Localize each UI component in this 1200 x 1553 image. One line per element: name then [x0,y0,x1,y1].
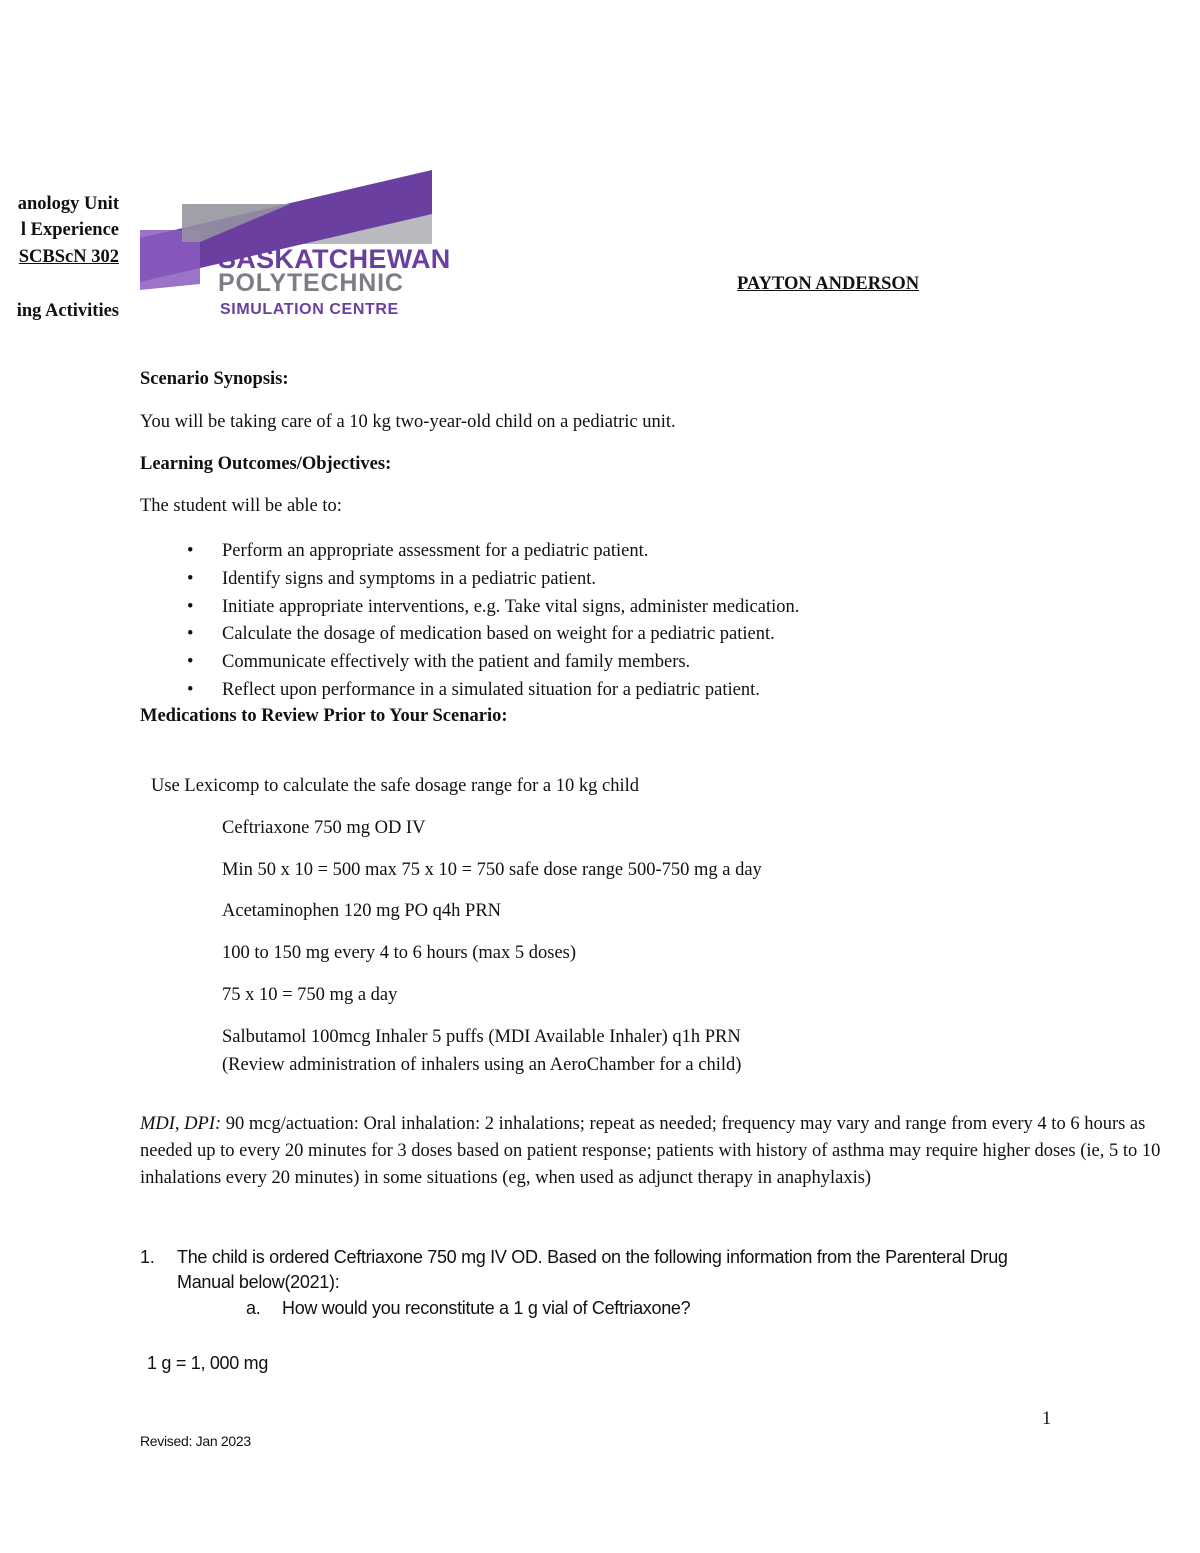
bullet-icon: • [187,541,194,561]
sub-question-text: How would you reconstitute a 1 g vial of Ceftriaxone? [282,1298,691,1318]
header-experience: l Experience [20,220,119,240]
medications-intro: Use Lexicomp to calculate the safe dosage range for a 10 kg child [151,776,640,796]
medication-line: Ceftriaxone 750 mg OD IV [222,818,426,838]
header-activities: ing Activities [16,301,119,321]
question-text-line2: Manual below(2021): [177,1272,340,1292]
medication-line: (Review administration of inhalers using an AeroChamber for a child) [222,1055,742,1075]
revised-date: Revised: Jan 2023 [140,1433,251,1449]
mdi-text: 90 mcg/actuation: Oral inhalation: 2 inhalations; repeat as needed; frequency may vary and range from every 4 to 6 hours as needed up to every 20 minutes for 3 doses based on patient response; patients with history of asthma may require higher doses (ie, 5 to 10 inhalations every 20 minutes) in some situations (eg, when used as adjunct therapy in anaphylaxis) [140,1114,1161,1188]
list-item: • Initiate appropriate interventions, e.g. Take vital signs, administer medication. [140,594,799,622]
question-text-line1: The child is ordered Ceftriaxone 750 mg IV OD. Based on the following information from the Parenteral Drug [177,1247,1008,1267]
objectives-heading: Learning Outcomes/Objectives: [140,454,392,474]
answer-text: 1 g = 1, 000 mg [147,1353,269,1373]
medication-line: Acetaminophen 120 mg PO q4h PRN [222,901,502,921]
medications-heading: Medications to Review Prior to Your Scenario: [140,706,508,726]
question-number: 1. [140,1247,155,1267]
synopsis-text: You will be taking care of a 10 kg two-year-old child on a pediatric unit. [140,412,676,432]
bullet-icon: • [187,624,194,645]
logo-name-line1: SASKATCHEWAN [218,244,451,274]
list-item: • Calculate the dosage of medication based on weight for a pediatric patient. [140,621,799,649]
list-item: • Perform an appropriate assessment for a pediatric patient. [140,538,799,566]
bullet-icon: • [187,568,194,589]
logo-name-line2: POLYTECHNIC [218,269,404,297]
list-item: • Identify signs and symptoms in a pediatric patient. [140,566,799,594]
medication-line: 75 x 10 = 750 mg a day [222,985,398,1005]
objectives-list [140,538,799,705]
synopsis-heading: Scenario Synopsis: [140,369,289,389]
medication-line: Salbutamol 100mcg Inhaler 5 puffs (MDI Available Inhaler) q1h PRN [222,1027,741,1047]
list-item: • Reflect upon performance in a simulated situation for a pediatric patient. [140,677,799,705]
header-course-code: SCBScN 302 [18,247,119,267]
page-number: 1 [1042,1409,1052,1429]
bullet-icon: • [187,596,194,617]
mdi-dosing-note [140,1111,1200,1192]
list-item: • Communicate effectively with the patient and family members. [140,649,799,677]
student-name: PAYTON ANDERSON [737,274,920,294]
logo-name-line3: SIMULATION CENTRE [220,301,399,318]
saskatchewan-polytechnic-logo [140,170,485,322]
header-unit-title: anology Unit [17,194,119,214]
bullet-icon: • [187,652,194,673]
bullet-icon: • [187,679,194,700]
medication-line: Min 50 x 10 = 500 max 75 x 10 = 750 safe dose range 500-750 mg a day [222,860,762,880]
mdi-label: MDI, DPI: [140,1114,222,1134]
sub-question-letter: a. [246,1298,261,1318]
objectives-intro: The student will be able to: [140,496,342,516]
medication-line: 100 to 150 mg every 4 to 6 hours (max 5 doses) [222,943,577,963]
